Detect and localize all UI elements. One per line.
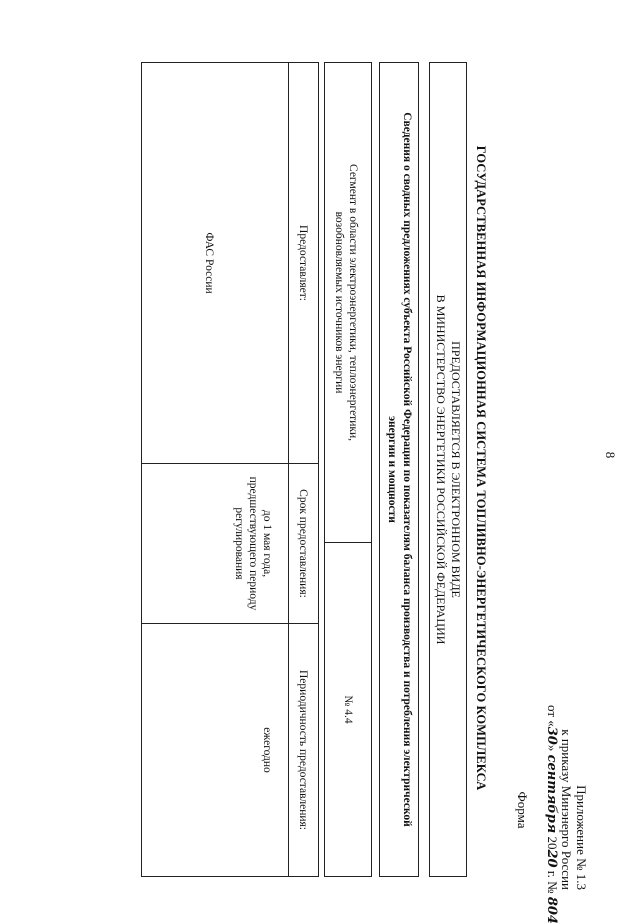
deadline-value: до 1 мая года, предшествующего периоду регулирования [142, 463, 288, 623]
segment-table [324, 62, 372, 877]
form-label: Форма [515, 791, 530, 829]
page-number: 8 [603, 451, 618, 459]
submission-line-2: В МИНИСТЕРСТВО ЭНЕРГЕТИКИ РОССИЙСКОЙ ФЕДЕРАЦИИ [434, 294, 448, 645]
appendix-order-date: от «30» сентября 2020 г. № 804 [544, 705, 560, 924]
info-line-2: энергии и мощности [386, 416, 398, 523]
provider-value: ФАС России [203, 232, 215, 294]
document-title: ГОСУДАРСТВЕННАЯ ИНФОРМАЦИОННАЯ СИСТЕМА ТОПЛИВНО-ЭНЕРГЕТИЧЕСКОГО КОМПЛЕКСА [474, 145, 488, 791]
appendix-block [544, 705, 589, 924]
header-deadline: Срок предоставления: [288, 463, 318, 623]
appendix-order-ref: к приказу Минэнерго России [559, 729, 575, 890]
info-box [379, 62, 419, 877]
header-provider: Предоставляет: [288, 63, 318, 463]
handwritten-day: 30 [544, 726, 559, 745]
handwritten-order-number: 804 [544, 896, 559, 924]
handwritten-month: сентября [544, 754, 559, 834]
submission-box [429, 62, 467, 877]
periodicity-value: ежегодно [142, 623, 288, 876]
appendix-title: Приложение № 1.3 [574, 785, 589, 890]
info-line-1: Сведения о сводных предложениях субъекта Российской Федерации по показателям баланса производства и потребления электрической [401, 112, 413, 827]
submission-line-1: ПРЕДОСТАВЛЯЕТСЯ В ЭЛЕКТРОННОМ ВИДЕ [449, 341, 463, 598]
provider-table [141, 62, 319, 877]
segment-number: № 4.4 [342, 695, 354, 724]
header-periodicity: Периодичность предоставления: [288, 623, 318, 876]
handwritten-year: 20 [544, 849, 559, 868]
segment-description: Сегмент в области электроэнергетики, теплоэнергетики, возобновляемых источников энергии [325, 63, 371, 543]
